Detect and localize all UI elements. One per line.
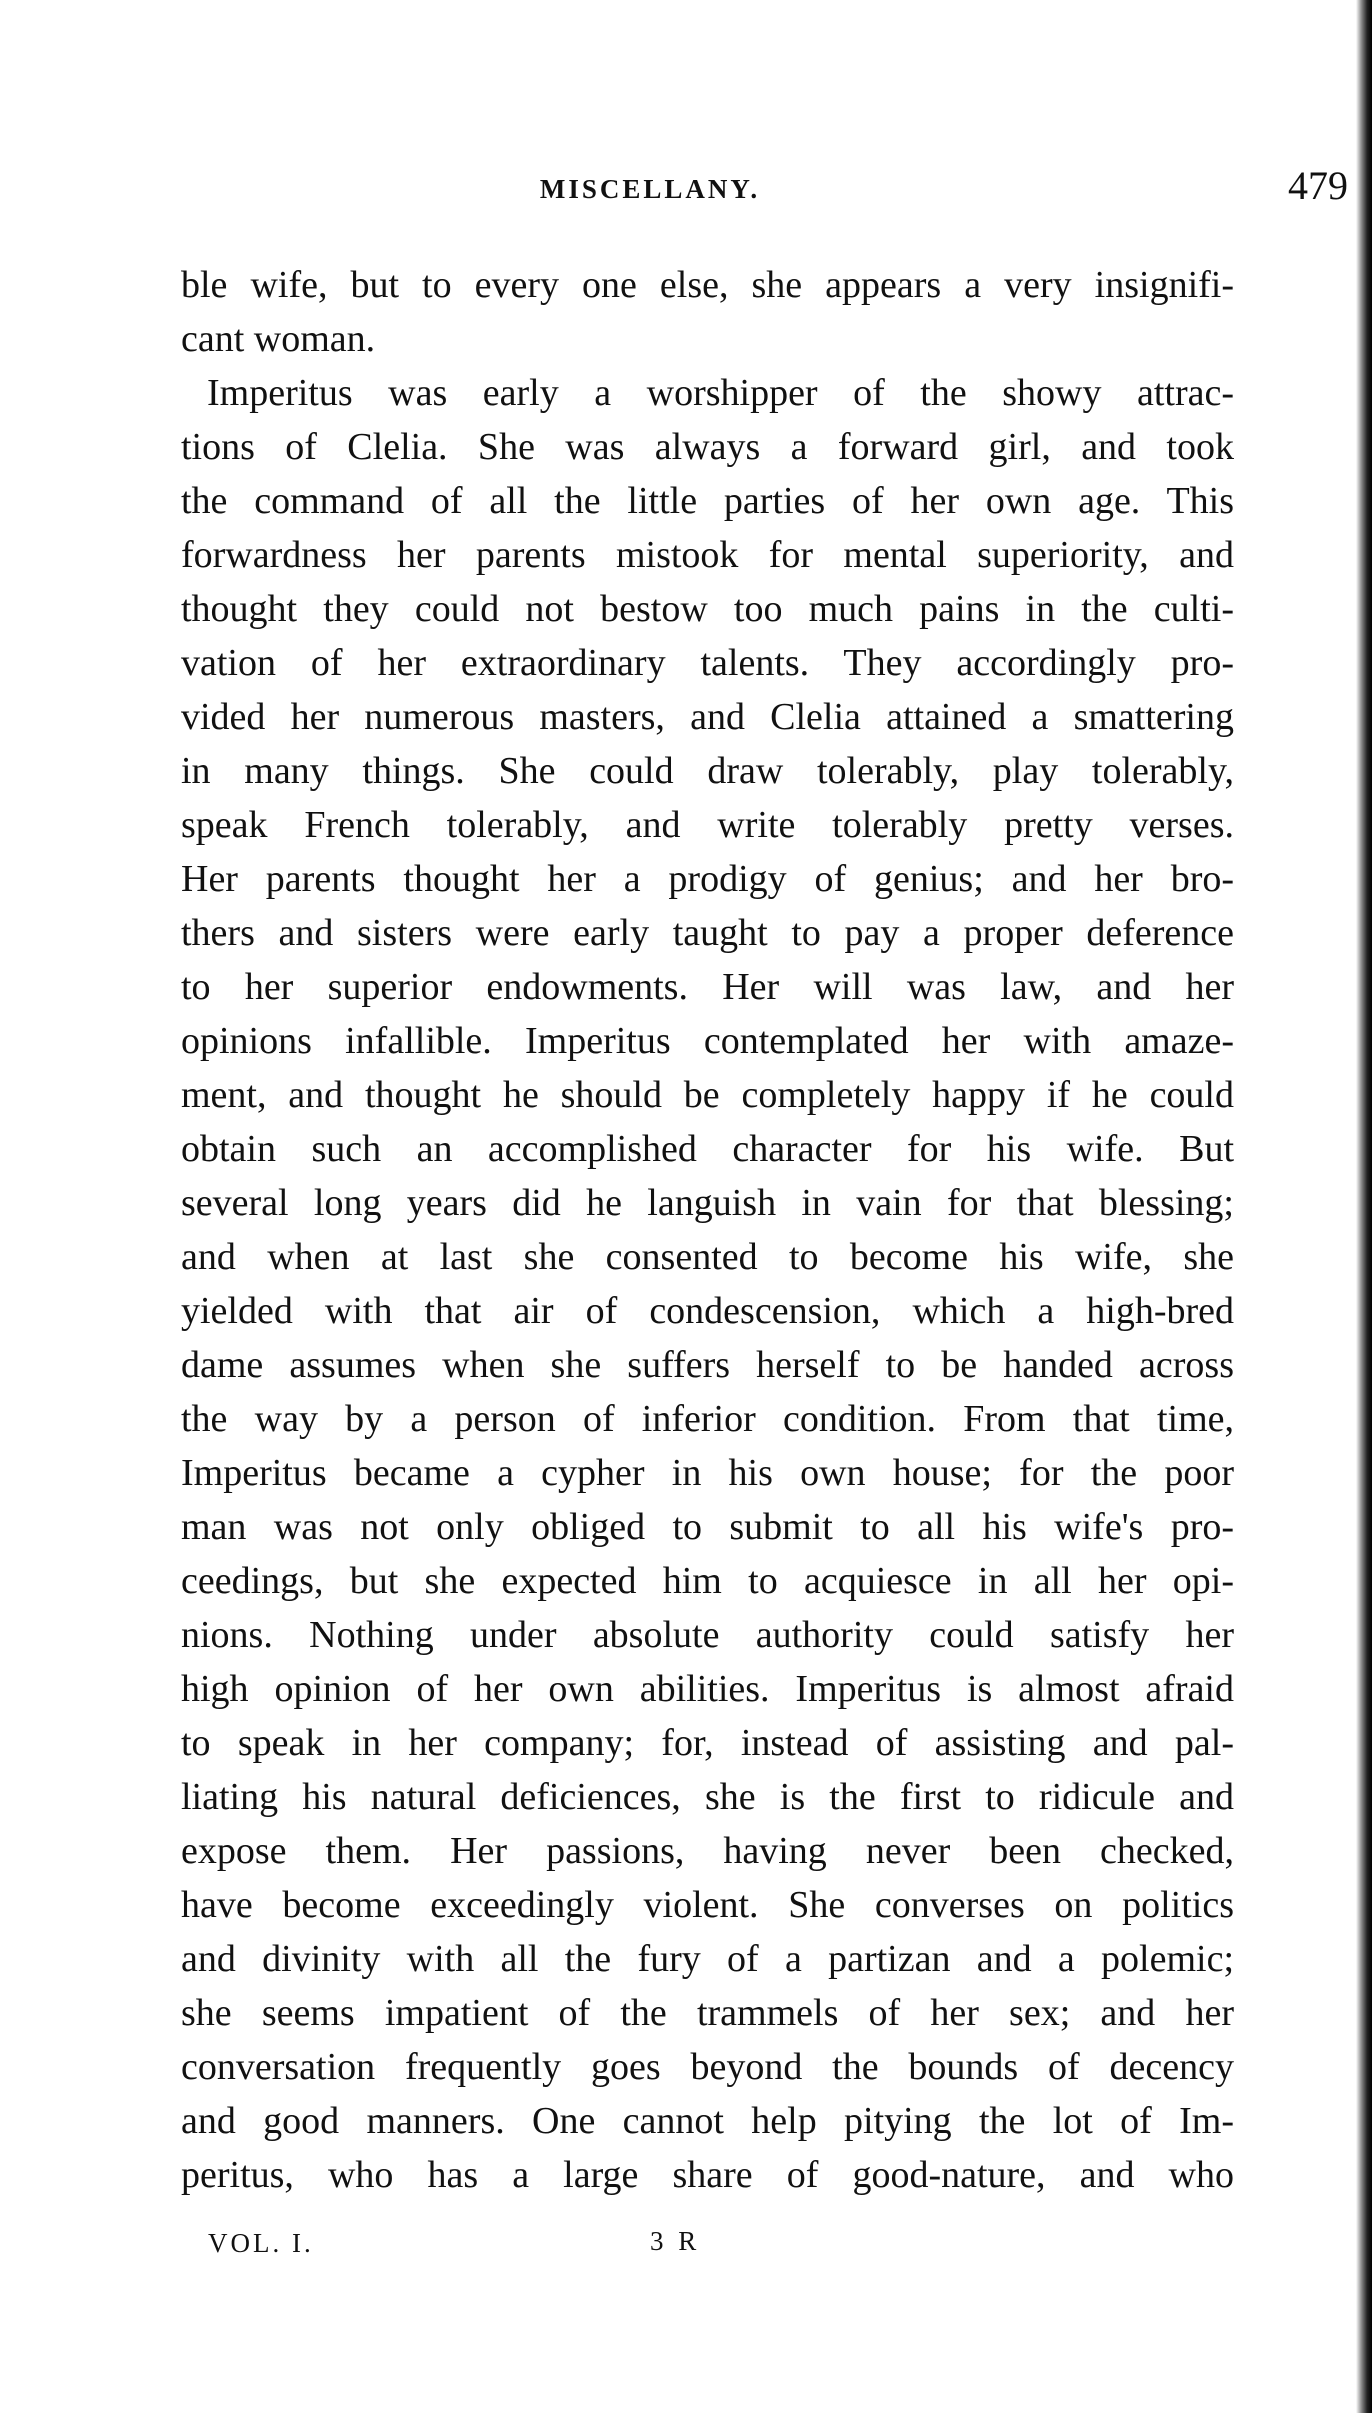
text-line: and good manners. One cannot help pitying the lot of Im-: [181, 2100, 1234, 2142]
text-line: Imperitus became a cypher in his own house; for the poor: [181, 1452, 1234, 1494]
text-line: tions of Clelia. She was always a forward girl, and took: [181, 426, 1234, 468]
text-line: and when at last she consented to become his wife, she: [181, 1236, 1234, 1278]
footer-signature-mark: 3 R: [650, 2226, 701, 2256]
text-line: ceedings, but she expected him to acquiesce in all her opi-: [181, 1560, 1234, 1602]
text-line: she seems impatient of the trammels of her sex; and her: [181, 1992, 1234, 2034]
text-line: ment, and thought he should be completely happy if he could: [181, 1074, 1234, 1116]
text-line: forwardness her parents mistook for mental superiority, and: [181, 534, 1234, 576]
text-line: ble wife, but to every one else, she appears a very insignifi-: [181, 264, 1234, 306]
text-line: peritus, who has a large share of good-nature, and who: [181, 2154, 1234, 2196]
text-line: to speak in her company; for, instead of assisting and pal-: [181, 1722, 1234, 1764]
text-line: Her parents thought her a prodigy of genius; and her bro-: [181, 858, 1234, 900]
text-line: to her superior endowments. Her will was law, and her: [181, 966, 1234, 1008]
page-number: 479: [1288, 163, 1348, 208]
text-line: have become exceedingly violent. She converses on politics: [181, 1884, 1234, 1926]
text-line: the command of all the little parties of her own age. This: [181, 480, 1234, 522]
page-binding-edge: [1356, 0, 1372, 2413]
text-line: vation of her extraordinary talents. They accordingly pro-: [181, 642, 1234, 684]
text-line: opinions infallible. Imperitus contemplated her with amaze-: [181, 1020, 1234, 1062]
text-line: man was not only obliged to submit to all his wife's pro-: [181, 1506, 1234, 1548]
text-line: speak French tolerably, and write tolerably pretty verses.: [181, 804, 1234, 846]
text-line: in many things. She could draw tolerably, play tolerably,: [181, 750, 1234, 792]
text-line: yielded with that air of condescension, which a high-bred: [181, 1290, 1234, 1332]
text-line: high opinion of her own abilities. Imperitus is almost afraid: [181, 1668, 1234, 1710]
text-line: conversation frequently goes beyond the bounds of decency: [181, 2046, 1234, 2088]
text-line: thought they could not bestow too much pains in the culti-: [181, 588, 1234, 630]
text-line: obtain such an accomplished character for his wife. But: [181, 1128, 1234, 1170]
text-line: dame assumes when she suffers herself to be handed across: [181, 1344, 1234, 1386]
text-line: several long years did he languish in vain for that blessing;: [181, 1182, 1234, 1224]
text-line: vided her numerous masters, and Clelia attained a smattering: [181, 696, 1234, 738]
text-line: and divinity with all the fury of a partizan and a polemic;: [181, 1938, 1234, 1980]
running-title: MISCELLANY.: [539, 174, 761, 204]
footer-volume: VOL. I.: [208, 2228, 314, 2258]
text-line: liating his natural deficiences, she is the first to ridicule and: [181, 1776, 1234, 1818]
text-line: thers and sisters were early taught to pay a proper deference: [181, 912, 1234, 954]
text-line: cant woman.: [181, 318, 376, 360]
text-line: Imperitus was early a worshipper of the showy attrac-: [207, 372, 1234, 414]
body-text: [181, 258, 1234, 2202]
text-line: the way by a person of inferior condition. From that time,: [181, 1398, 1234, 1440]
text-line: expose them. Her passions, having never been checked,: [181, 1830, 1234, 1872]
text-line: nions. Nothing under absolute authority could satisfy her: [181, 1614, 1234, 1656]
